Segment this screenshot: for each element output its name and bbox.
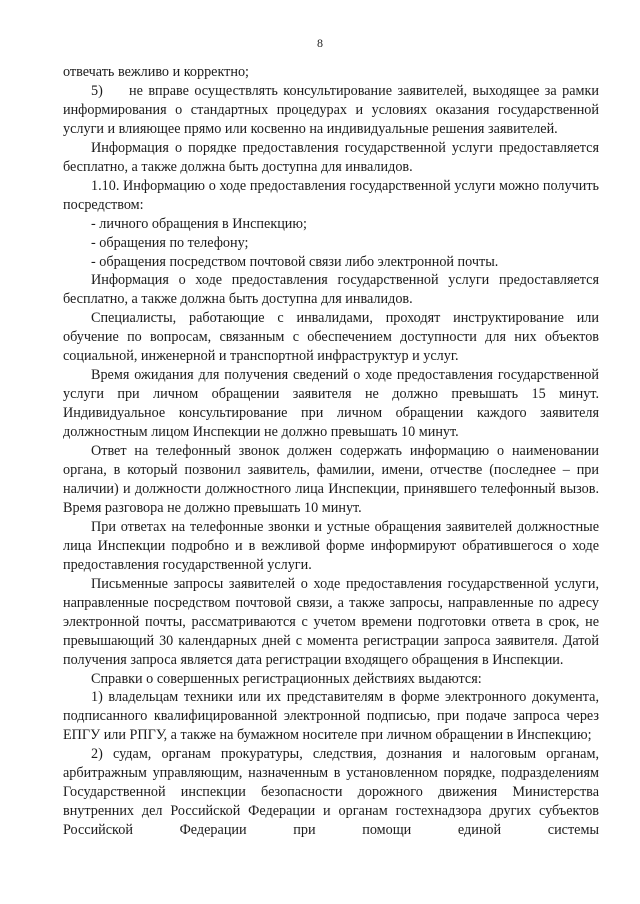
paragraph-8: Ответ на телефонный звонок должен содержать информацию о наименовании органа, в который позвонил заявитель, фамилии, имени, отчестве (последнее – при наличии) и должности должностного лица Инспекции, принявшего телефонный вызов. Время разговора не должно превышать 10 минут. — [63, 443, 599, 516]
paragraph-12: 1) владельцам техники или их представителям в форме электронного документа, подписанного квалифицированной электронной подписью, при подаче запроса через ЕПГУ или РПГУ, а также на бумажном носителе при личном обращении в Инспекцию; — [63, 689, 599, 744]
paragraph-10: Письменные запросы заявителей о ходе предоставления государственной услуги, направленные посредством почтовой связи, а также запросы, направленные по адресу электронной почты, рассматриваются с учетом времени подготовки ответа в срок, не превышающий 30 календарных дней с момента регистрации запроса заявителя. Датой получения запроса является дата регистрации входящего обращения в Инспекции. — [63, 575, 599, 668]
list-number: 5) — [91, 82, 103, 99]
list-item-2: - обращения по телефону; — [91, 234, 249, 251]
list-item-3: - обращения посредством почтовой связи либо электронной почты. — [91, 253, 499, 270]
paragraph-11: Справки о совершенных регистрационных действиях выдаются: — [91, 670, 482, 687]
paragraph-1: отвечать вежливо и корректно; — [63, 64, 250, 80]
paragraph-13: 2) судам, органам прокуратуры, следствия, дознания и налоговым органам, арбитражным управляющим, назначенным в установленном порядке, подразделениям Государственной инспекции безопасности дорожного движения Министерства внутренних дел Российской Федерации и органам гостехнадзора других субъектов Российской Федерации при помощи единой системы — [63, 746, 599, 839]
paragraph-4: 1.10. Информацию о ходе предоставления государственной услуги можно получить посредством: — [63, 177, 599, 213]
list-item-1: - личного обращения в Инспекцию; — [91, 215, 307, 232]
document-body — [63, 63, 599, 840]
page-number: 8 — [317, 36, 323, 50]
paragraph-3: Информация о порядке предоставления государственной услуги предоставляется бесплатно, а также должна быть доступна для инвалидов. — [63, 139, 599, 175]
paragraph-7: Время ожидания для получения сведений о ходе предоставления государственной услуги при личном обращении заявителя не должно превышать 15 минут. Индивидуальное консультирование при личном обращении каждого заявителя должностным лицом Инспекции не должно превышать 10 минут. — [63, 367, 599, 441]
paragraph-9: При ответах на телефонные звонки и устные обращения заявителей должностные лица Инспекции подробно и в вежливой форме информируют обратившегося о ходе предоставления государственной услуги. — [63, 518, 599, 573]
paragraph-5: Информация о ходе предоставления государственной услуги предоставляется бесплатно, а также должна быть доступна для инвалидов. — [63, 272, 599, 308]
paragraph-6: Специалисты, работающие с инвалидами, проходят инструктирование или обучение по вопросам, связанным с обеспечением доступности для них объектов социальной, инженерной и транспортной инфраструктур и услуг. — [63, 310, 599, 365]
paragraph-2: 5) не вправе осуществлять консультирование заявителей, выходящее за рамки информирования о стандартных процедурах и условиях оказания государственной услуги и влияющее прямо или косвенно на индивидуальные решения заявителей. — [63, 82, 599, 137]
